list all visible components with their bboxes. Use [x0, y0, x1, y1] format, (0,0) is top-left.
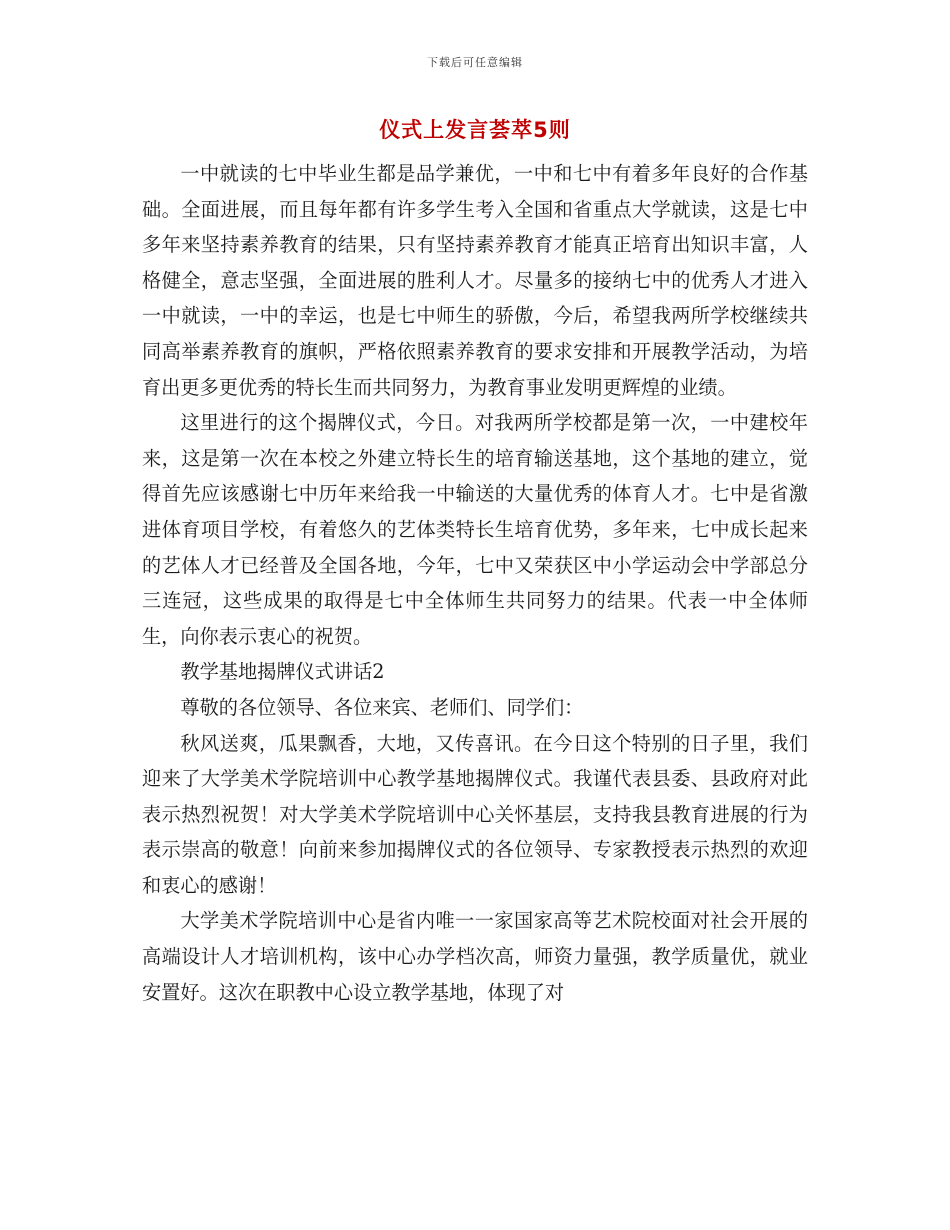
section-heading: 教学基地揭牌仪式讲话2 — [180, 660, 385, 684]
header-note: 下载后可任意编辑 — [427, 56, 523, 69]
body-paragraph: 秋风送爽，瓜果飘香，大地，又传喜讯。在今日这个特别的日子里，我们迎来了大学美术学院培训中心教学基地揭牌仪式。我谨代表县委、县政府对此表示热烈祝贺！对大学美术学院培训中心关怀基层，支持我县教育进展的行为表示崇高的敬意！向前来参加揭牌仪式的各位领导、专家教授表示热烈的欢迎和衷心的感谢！ — [142, 731, 808, 897]
document-body — [142, 156, 808, 1010]
document-title: 仪式上发言荟萃5则 — [379, 118, 571, 142]
body-paragraph: 大学美术学院培训中心是省内唯一一家国家高等艺术院校面对社会开展的高端设计人才培训机构，该中心办学档次高，师资力量强，教学质量优，就业安置好。这次在职教中心设立教学基地，体现了对 — [142, 909, 808, 1004]
body-paragraph: 这里进行的这个揭牌仪式，今日。对我两所学校都是第一次，一中建校年来，这是第一次在本校之外建立特长生的培育输送基地，这个基地的建立，觉得首先应该感谢七中历年来给我一中输送的大量优秀的体育人才。七中是省激进体育项目学校，有着悠久的艺体类特长生培育优势，多年来，七中成长起来的艺体人才已经普及全国各地，今年，七中又荣获区中小学运动会中学部总分三连冠，这些成果的取得是七中全体师生共同努力的结果。代表一中全体师生，向你表示衷心的祝贺。 — [142, 411, 808, 648]
body-paragraph: 一中就读的七中毕业生都是品学兼优，一中和七中有着多年良好的合作基础。全面进展，而且每年都有许多学生考入全国和省重点大学就读，这是七中多年来坚持素养教育的结果，只有坚持素养教育才能真正培育出知识丰富，人格健全，意志坚强，全面进展的胜利人才。尽量多的接纳七中的优秀人才进入一中就读，一中的幸运，也是七中师生的骄傲，今后，希望我两所学校继续共同高举素养教育的旗帜，严格依照素养教育的要求安排和开展教学活动，为培育出更多更优秀的特长生而共同努力，为教育事业发明更辉煌的业绩。 — [142, 162, 808, 399]
salutation: 尊敬的各位领导、各位来宾、老师们、同学们： — [180, 695, 584, 719]
